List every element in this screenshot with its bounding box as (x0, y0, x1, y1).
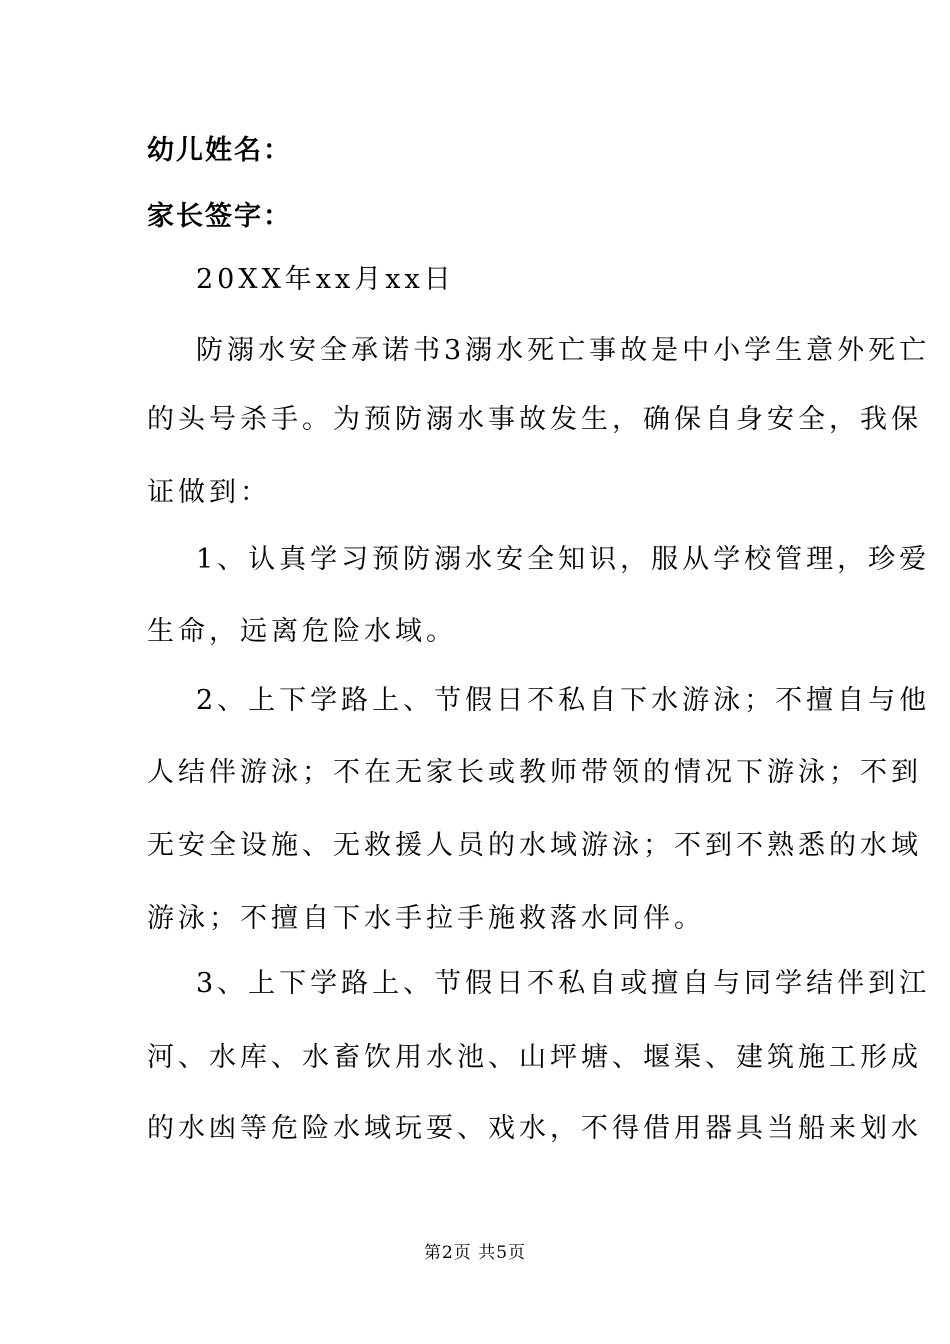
body-line: 防溺水安全承诺书3溺水死亡事故是中小学生意外死亡 (196, 335, 931, 366)
parent-signature-label: 家长签字： (147, 201, 292, 232)
body-line: 生命，远离危险水域。 (147, 616, 457, 647)
body-line: 河、水库、水畜饮用水池、山坪塘、堰渠、建筑施工形成 (147, 1042, 922, 1073)
body-line: 1、认真学习预防溺水安全知识，服从学校管理，珍爱 (196, 544, 931, 575)
date-line: 20XX年xx月xx日 (196, 264, 455, 295)
body-line: 无安全设施、无救援人员的水域游泳；不到不熟悉的水域 (147, 830, 922, 861)
body-line: 的水凼等危险水域玩耍、戏水，不得借用器具当船来划水 (147, 1113, 922, 1144)
page-number: 第2页 共5页 (423, 1243, 527, 1263)
child-name-label: 幼儿姓名： (147, 135, 292, 166)
body-line: 游泳；不擅自下水手拉手施救落水同伴。 (147, 903, 705, 934)
body-line: 人结伴游泳；不在无家长或教师带领的情况下游泳；不到 (147, 757, 922, 788)
body-line: 证做到： (147, 477, 271, 508)
body-line: 2、上下学路上、节假日不私自下水游泳；不擅自与他 (196, 685, 931, 716)
body-line: 的头号杀手。为预防溺水事故发生，确保自身安全，我保 (147, 404, 922, 435)
body-line: 3、上下学路上、节假日不私自或擅自与同学结伴到江 (196, 968, 931, 999)
